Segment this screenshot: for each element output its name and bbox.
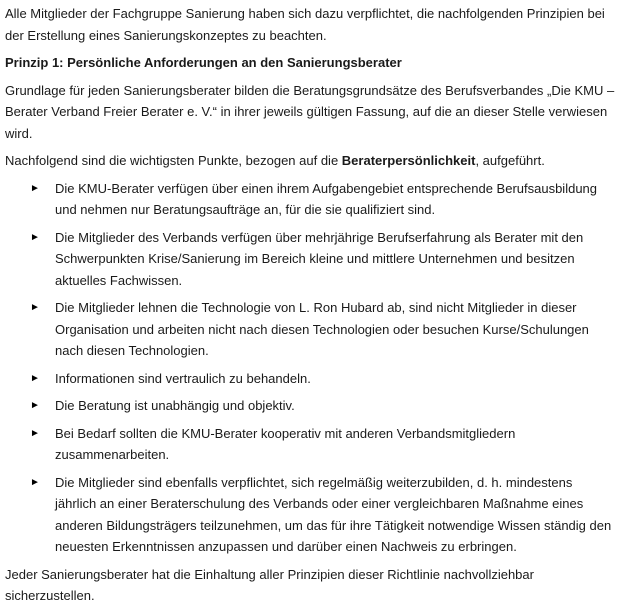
list-item [5,423,617,466]
list-item-text: Die Mitglieder des Verbands verfügen über mehrjährige Berufserfahrung als Berater mit den Schwerpunkten Krise/Sanierung im Bereich kleine und mittlere Unternehmen und besitzen aktuelles Fachwissen. [55,229,584,288]
list-item [5,472,617,558]
list-item [5,368,617,390]
points-intro-paragraph [5,150,617,172]
bullet-arrow-icon: ► [30,372,40,384]
closing-paragraph: Jeder Sanierungsberater hat die Einhaltung aller Prinzipien dieser Richtlinie nachvollziehbar sicherzustellen. [5,566,534,603]
list-item [5,178,617,221]
bullet-arrow-icon: ► [30,476,40,488]
list-item-text: Die Beratung ist unabhängig und objektiv. [55,398,295,413]
principle-heading: Prinzip 1: Persönliche Anforderungen an den Sanierungsberater [5,55,402,70]
intro-paragraph: Alle Mitglieder der Fachgruppe Sanierung haben sich dazu verpflichtet, die nachfolgenden Prinzipien bei der Erstellung eines Sanierungskonzeptes zu beachten. [5,6,605,43]
points-intro-bold-term: Beraterpersönlichkeit [341,153,476,168]
points-intro-before: Nachfolgend sind die wichtigsten Punkte, bezogen auf die [5,153,342,168]
list-item-text: Informationen sind vertraulich zu behandeln. [55,370,311,386]
bullet-arrow-icon: ► [30,231,40,243]
list-item-text: Die KMU-Berater verfügen über einen ihrem Aufgabengebiet entsprechende Berufsausbildung und nehmen nur Beratungsaufträge an, für die sie qualifiziert sind. [55,180,598,217]
list-item [5,297,617,362]
bullet-arrow-icon: ► [30,182,40,194]
bullet-arrow-icon: ► [30,302,40,313]
points-intro-after: , aufgeführt. [475,153,545,168]
list-item-text: Bei Bedarf sollten die KMU-Berater kooperativ mit anderen Verbandsmitgliedern zusammenarbeiten. [55,425,516,462]
bullet-arrow-icon: ► [30,400,40,411]
list-item-text: Die Mitglieder lehnen die Technologie von L. Ron Hubard ab, sind nicht Mitglieder in dieser Organisation und arbeiten nicht nach diesen Technologien oder besuchen Kurse/Schulungen nach diesen Technologien. [55,300,589,358]
list-item-text: Die Mitglieder sind ebenfalls verpflichtet, sich regelmäßig weiterzubilden, d. h. mindestens jährlich an einer Beraterschulung des Verbands oder einer vergleichbaren Maßnahme eines anderen Bildungsträgers teilzunehmen, um das für ihre Tätigkeit notwendige Wissen ständig den neuesten Erkenntnissen anzupassen und darüber einen Nachweis zu erbringen. [55,474,612,554]
list-item [5,395,617,417]
basis-paragraph: Grundlage für jeden Sanierungsberater bilden die Beratungsgrundsätze des Berufsverbandes „Die KMU – Berater Verband Freier Berater e. V.“ in ihrer jeweils gültigen Fassung, auf die an dieser Stelle verwiesen wird. [5,82,615,141]
bullet-arrow-icon: ► [30,427,40,439]
list-item [5,227,617,292]
principles-list [5,178,617,558]
